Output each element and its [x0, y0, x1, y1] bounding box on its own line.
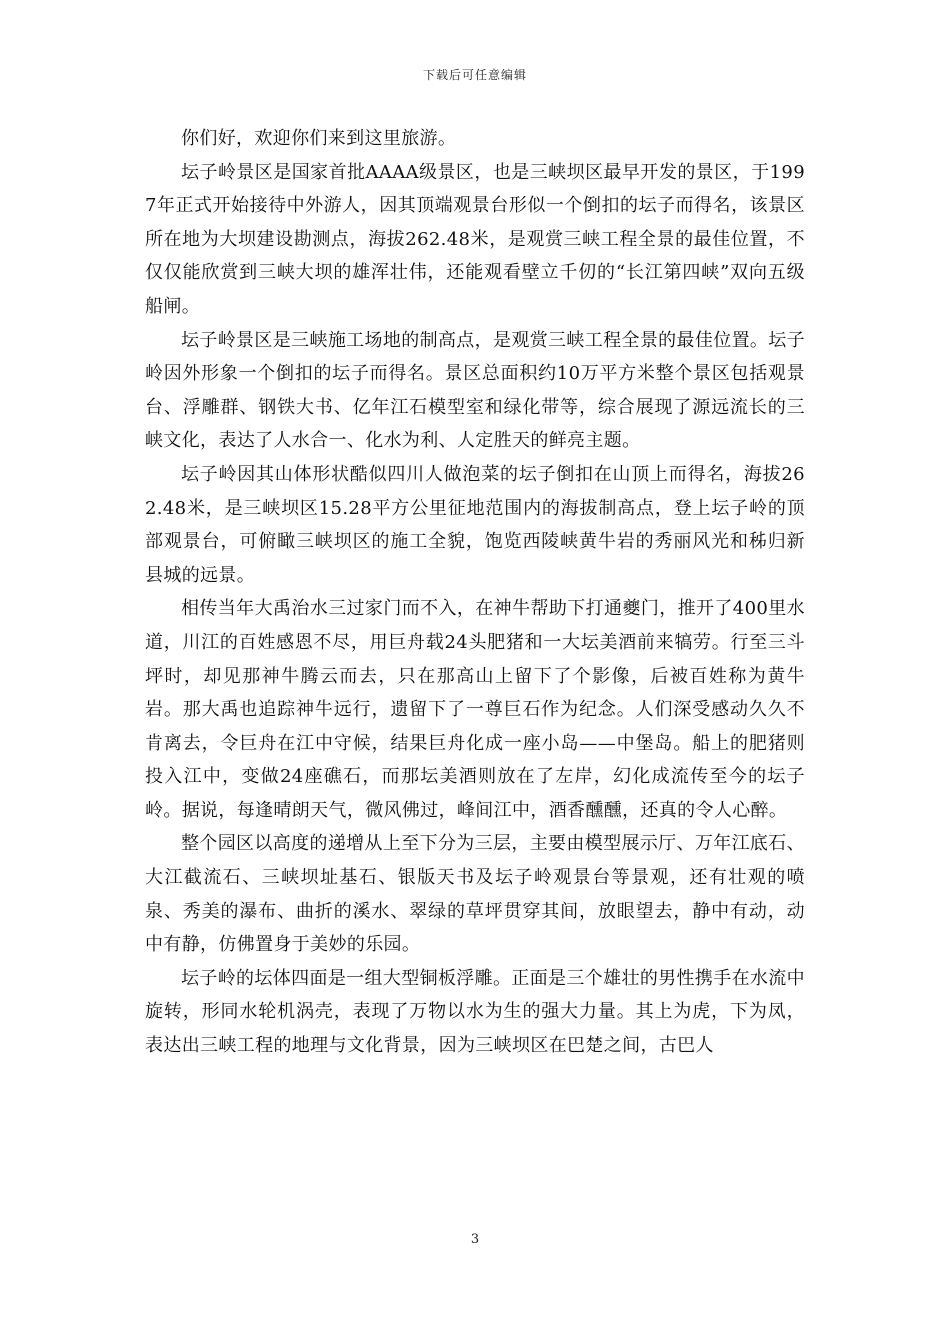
paragraph-park-layout: 整个园区以高度的递增从上至下分为三层，主要由模型展示厅、万年江底石、大江截流石、三峡坝址基石、银版天书及坛子岭观景台等景观，还有壮观的喷泉、秀美的瀑布、曲折的溪水、翠绿的草坪贯穿其间，放眼望去，静中有动，动中有静，仿佛置身于美妙的乐园。 — [145, 833, 805, 956]
document-body — [145, 122, 805, 1063]
paragraph-greeting: 你们好，欢迎你们来到这里旅游。 — [181, 128, 457, 149]
paragraph-intro: 坛子岭景区是国家首批AAAA级景区，也是三峡坝区最早开发的景区，于1997年正式开始接待中外游人，因其顶端观景台形似一个倒扣的坛子而得名，该景区所在地为大坝建设勘测点，海拔262.48米，是观赏三峡工程全景的最佳位置，不仅仅能欣赏到三峡大坝的雄浑壮伟，还能观看壁立千仞的“长江第四峡”双向五级船闸。 — [145, 161, 805, 317]
paragraph-legend: 相传当年大禹治水三过家门而不入，在神牛帮助下打通夔门，推开了400里水道，川江的百姓感恩不尽，用巨舟载24头肥猪和一大坛美酒前来犒劳。行至三斗坪时，却见那神牛腾云而去，只在那高山上留下了个影像，后被百姓称为黄牛岩。那大禹也追踪神牛远行，遗留下了一尊巨石作为纪念。人们深受感动久久不肯离去，令巨舟在江中守候，结果巨舟化成一座小岛——中堡岛。船上的肥猪则投入江中，变做24座礁石，而那坛美酒则放在了左岸，幻化成流传至今的坛子岭。据说，每逢晴朗天气，微风佛过，峰间江中，酒香醺醺，还真的令人心醉。 — [145, 598, 805, 821]
paragraph-reliefs: 坛子岭的坛体四面是一组大型铜板浮雕。正面是三个雄壮的男性携手在水流中旋转，形同水轮机涡壳，表现了万物以水为生的强大力量。其上为虎，下为凤，表达出三峡工程的地理与文化背景，因为三峡坝区在巴楚之间，古巴人 — [145, 967, 805, 1057]
page-number: 3 — [470, 1232, 480, 1247]
paragraph-viewpoint: 坛子岭景区是三峡施工场地的制高点，是观赏三峡工程全景的最佳位置。坛子岭因外形象一个倒扣的坛子而得名。景区总面积约10万平方米整个景区包括观景台、浮雕群、钢铁大书、亿年江石模型室和绿化带等，综合展现了源远流长的三峡文化，表达了人水合一、化水为利、人定胜天的鲜亮主题。 — [145, 329, 805, 452]
page-header: 下载后可任意编辑 — [422, 68, 527, 82]
paragraph-name-origin: 坛子岭因其山体形状酷似四川人做泡菜的坛子倒扣在山顶上而得名，海拔262.48米，是三峡坝区15.28平方公里征地范围内的海拔制高点，登上坛子岭的顶部观景台，可俯瞰三峡坝区的施工全貌，饱览西陵峡黄牛岩的秀丽风光和秭归新县城的远景。 — [145, 463, 805, 586]
